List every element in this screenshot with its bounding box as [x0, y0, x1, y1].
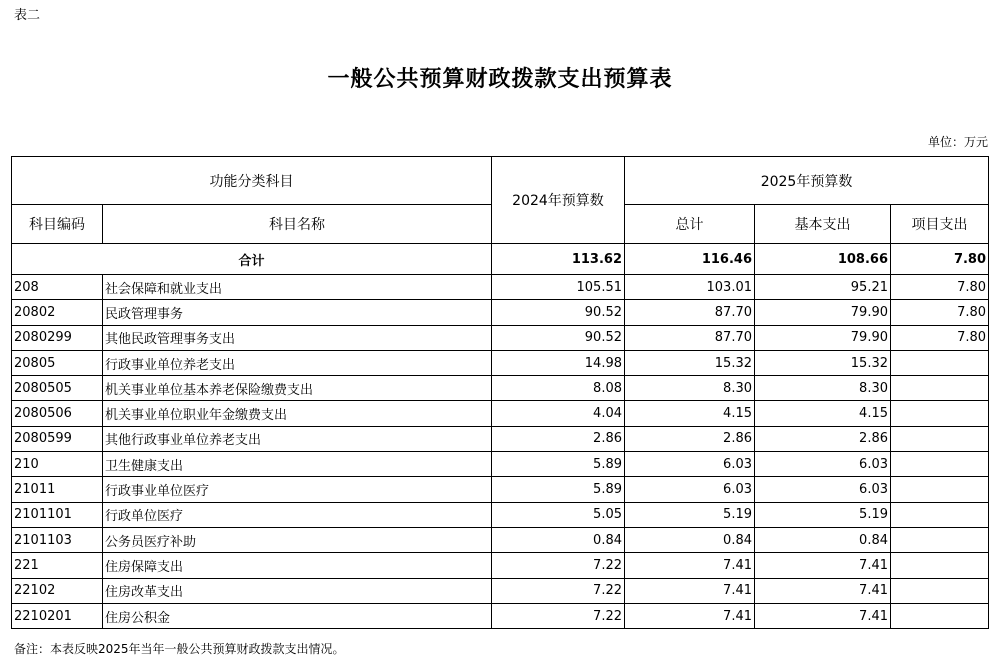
row-total: 15.32 — [625, 350, 755, 375]
row-basic: 6.03 — [755, 452, 891, 477]
header-project: 项目支出 — [891, 205, 989, 244]
page-title: 一般公共预算财政拨款支出预算表 — [327, 66, 673, 92]
header-func-category: 功能分类科目 — [12, 157, 492, 205]
footnote: 备注：本表反映2025年当年一般公共预算财政拨款支出情况。 — [14, 642, 345, 656]
row-name: 行政事业单位养老支出 — [103, 350, 492, 375]
row-code: 2210201 — [12, 603, 103, 628]
row-basic: 79.90 — [755, 325, 891, 350]
row-code: 20805 — [12, 350, 103, 375]
row-code: 2080599 — [12, 426, 103, 451]
row-name: 其他民政管理事务支出 — [103, 325, 492, 350]
row-project — [891, 350, 989, 375]
row-name: 卫生健康支出 — [103, 452, 492, 477]
row-total: 8.30 — [625, 376, 755, 401]
table-row — [12, 527, 989, 552]
row-total: 2.86 — [625, 426, 755, 451]
row-basic: 2.86 — [755, 426, 891, 451]
row-project — [891, 553, 989, 578]
header-code: 科目编码 — [12, 205, 103, 244]
row-total: 4.15 — [625, 401, 755, 426]
row-code: 20802 — [12, 300, 103, 325]
row-basic: 0.84 — [755, 527, 891, 552]
table-row — [12, 376, 989, 401]
row-name: 社会保障和就业支出 — [103, 275, 492, 300]
row-basic: 79.90 — [755, 300, 891, 325]
row-basic: 7.41 — [755, 553, 891, 578]
row-budget-2024: 5.05 — [492, 502, 625, 527]
row-basic: 7.41 — [755, 578, 891, 603]
budget-table — [11, 156, 989, 629]
row-total: 7.41 — [625, 578, 755, 603]
row-code: 2080505 — [12, 376, 103, 401]
row-project — [891, 477, 989, 502]
row-budget-2024: 14.98 — [492, 350, 625, 375]
row-name: 其他行政事业单位养老支出 — [103, 426, 492, 451]
row-code: 2080299 — [12, 325, 103, 350]
row-name: 住房公积金 — [103, 603, 492, 628]
row-total: 5.19 — [625, 502, 755, 527]
unit-label: 单位：万元 — [927, 135, 988, 149]
header-budget-2025: 2025年预算数 — [625, 157, 989, 205]
row-budget-2024: 90.52 — [492, 325, 625, 350]
table-row — [12, 502, 989, 527]
row-budget-2024: 5.89 — [492, 452, 625, 477]
row-project: 7.80 — [891, 325, 989, 350]
total-budget-2024: 113.62 — [492, 244, 625, 275]
row-basic: 6.03 — [755, 477, 891, 502]
row-project — [891, 603, 989, 628]
row-project: 7.80 — [891, 275, 989, 300]
row-budget-2024: 7.22 — [492, 603, 625, 628]
row-project — [891, 502, 989, 527]
table-row — [12, 426, 989, 451]
row-name: 公务员医疗补助 — [103, 527, 492, 552]
row-project — [891, 401, 989, 426]
row-total: 87.70 — [625, 300, 755, 325]
table-row — [12, 275, 989, 300]
row-budget-2024: 8.08 — [492, 376, 625, 401]
header-budget-2024: 2024年预算数 — [492, 157, 625, 244]
total-label: 合计 — [12, 244, 492, 275]
row-project — [891, 527, 989, 552]
row-project — [891, 426, 989, 451]
total-project: 7.80 — [891, 244, 989, 275]
row-basic: 7.41 — [755, 603, 891, 628]
table-row — [12, 553, 989, 578]
table-row — [12, 325, 989, 350]
row-name: 行政单位医疗 — [103, 502, 492, 527]
row-name: 机关事业单位职业年金缴费支出 — [103, 401, 492, 426]
row-project — [891, 578, 989, 603]
row-code: 2080506 — [12, 401, 103, 426]
header-basic: 基本支出 — [755, 205, 891, 244]
row-name: 机关事业单位基本养老保险缴费支出 — [103, 376, 492, 401]
total-total: 116.46 — [625, 244, 755, 275]
row-name: 行政事业单位医疗 — [103, 477, 492, 502]
table-row — [12, 578, 989, 603]
row-budget-2024: 105.51 — [492, 275, 625, 300]
row-budget-2024: 7.22 — [492, 578, 625, 603]
row-name: 民政管理事务 — [103, 300, 492, 325]
row-name: 住房保障支出 — [103, 553, 492, 578]
row-basic: 5.19 — [755, 502, 891, 527]
row-code: 2101103 — [12, 527, 103, 552]
table-row — [12, 603, 989, 628]
row-budget-2024: 5.89 — [492, 477, 625, 502]
table-row — [12, 452, 989, 477]
row-code: 22102 — [12, 578, 103, 603]
row-code: 210 — [12, 452, 103, 477]
header-name: 科目名称 — [103, 205, 492, 244]
row-total: 0.84 — [625, 527, 755, 552]
row-code: 21011 — [12, 477, 103, 502]
row-code: 2101101 — [12, 502, 103, 527]
row-budget-2024: 7.22 — [492, 553, 625, 578]
table-row — [12, 350, 989, 375]
row-basic: 15.32 — [755, 350, 891, 375]
row-code: 221 — [12, 553, 103, 578]
row-budget-2024: 0.84 — [492, 527, 625, 552]
table-row — [12, 401, 989, 426]
table-row — [12, 300, 989, 325]
row-total: 87.70 — [625, 325, 755, 350]
row-budget-2024: 90.52 — [492, 300, 625, 325]
row-budget-2024: 2.86 — [492, 426, 625, 451]
row-total: 7.41 — [625, 553, 755, 578]
row-project — [891, 376, 989, 401]
row-basic: 4.15 — [755, 401, 891, 426]
table-label: 表二 — [14, 8, 41, 23]
header-row-1 — [12, 157, 989, 205]
row-total: 6.03 — [625, 477, 755, 502]
row-project: 7.80 — [891, 300, 989, 325]
total-basic: 108.66 — [755, 244, 891, 275]
row-total: 6.03 — [625, 452, 755, 477]
row-budget-2024: 4.04 — [492, 401, 625, 426]
row-code: 208 — [12, 275, 103, 300]
row-basic: 95.21 — [755, 275, 891, 300]
table-row — [12, 477, 989, 502]
row-total: 103.01 — [625, 275, 755, 300]
total-row — [12, 244, 989, 275]
row-project — [891, 452, 989, 477]
row-total: 7.41 — [625, 603, 755, 628]
row-name: 住房改革支出 — [103, 578, 492, 603]
header-total: 总计 — [625, 205, 755, 244]
row-basic: 8.30 — [755, 376, 891, 401]
